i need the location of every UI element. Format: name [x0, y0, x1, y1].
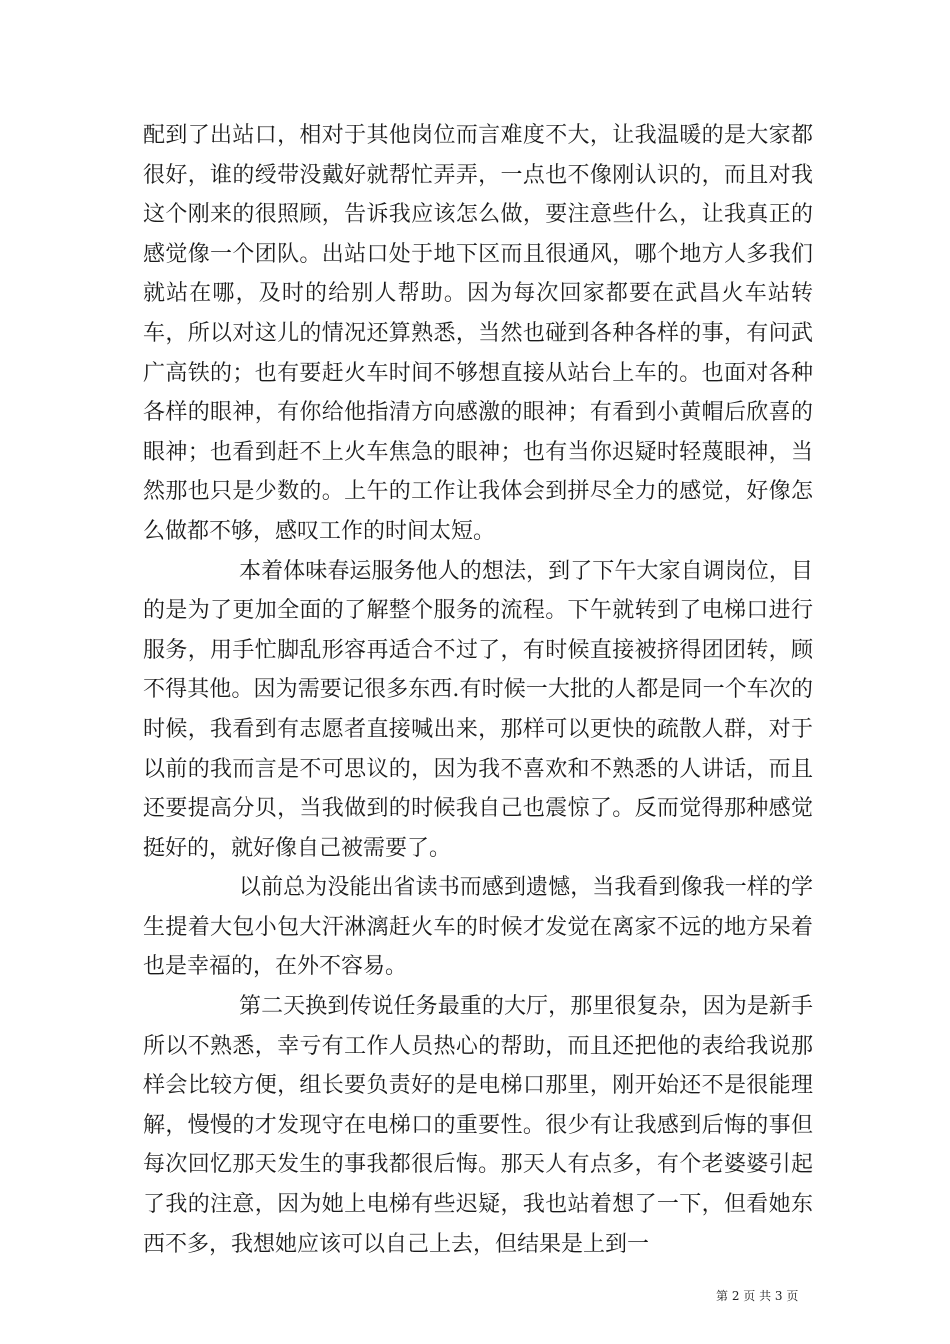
document-body [143, 116, 813, 1264]
paragraph-3: 以前总为没能出省读书而感到遗憾，当我看到像我一样的学生提着大包小包大汗淋漓赶火车的时候才发觉在离家不远的地方呆着也是幸福的，在外不容易。 [143, 875, 813, 980]
paragraph-4: 第二天换到传说任务最重的大厅，那里很复杂，因为是新手所以不熟悉，幸亏有工作人员热心的帮助，而且还把他的表给我说那样会比较方便，组长要负责好的是电梯口那里，刚开始还不是很能理解，慢慢的才发现守在电梯口的重要性。很少有让我感到后悔的事但每次回忆那天发生的事我都很后悔。那天人有点多，有个老婆婆引起了我的注意，因为她上电梯有些迟疑，我也站着想了一下，但看她东西不多，我想她应该可以自己上去，但结果是上到一 [143, 994, 813, 1257]
paragraph-2: 本着体味春运服务他人的想法，到了下午大家自调岗位，目的是为了更加全面的了解整个服务的流程。下午就转到了电梯口进行服务，用手忙脚乱形容再适合不过了，有时候直接被挤得团团转，顾不得其他。因为需要记很多东西.有时候一大批的人都是同一个车次的时候，我看到有志愿者直接喊出来，那样可以更快的疏散人群，对于以前的我而言是不可思议的，因为我不喜欢和不熟悉的人讲话，而且还要提高分贝，当我做到的时候我自己也震惊了。反而觉得那种感觉挺好的，就好像自己被需要了。 [143, 558, 813, 861]
paragraph-1: 配到了出站口，相对于其他岗位而言难度不大，让我温暖的是大家都很好，谁的绶带没戴好就帮忙弄弄，一点也不像刚认识的，而且对我这个刚来的很照顾，告诉我应该怎么做，要注意些什么，让我真正的感觉像一个团队。出站口处于地下区而且很通风，哪个地方人多我们就站在哪，及时的给别人帮助。因为每次回家都要在武昌火车站转车，所以对这儿的情况还算熟悉，当然也碰到各种各样的事，有问武广高铁的；也有要赶火车时间不够想直接从站台上车的。也面对各种各样的眼神，有你给他指清方向感激的眼神；有看到小黄帽后欣喜的眼神；也看到赶不上火车焦急的眼神；也有当你迟疑时轻蔑眼神，当然那也只是少数的。上午的工作让我体会到拼尽全力的感觉，好像怎么做都不够，感叹工作的时间太短。 [143, 123, 813, 544]
page-number-footer: 第 2 页 共 3 页 [716, 1289, 799, 1303]
